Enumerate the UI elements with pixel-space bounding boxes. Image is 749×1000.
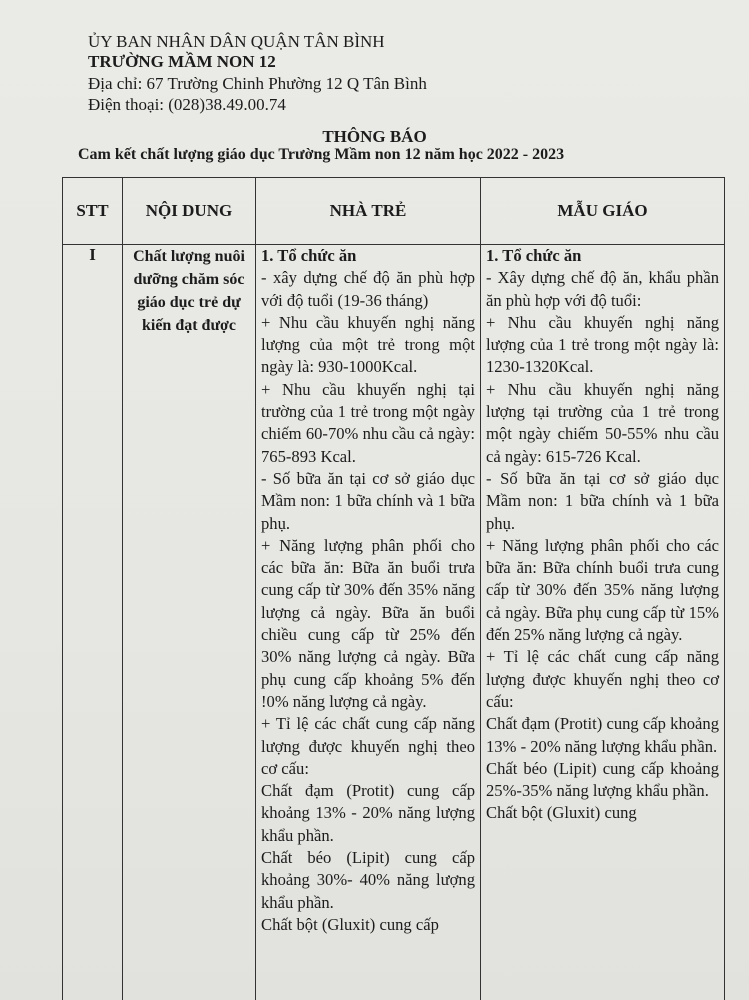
nha-tre-item: Chất bột (Gluxit) cung cấp [261,914,439,934]
nha-tre-item: + Năng lượng phân phối cho các bữa ăn: Bữa ăn buổi trưa cung cấp từ 30% đến 35% năng lượng cả ngày. Bữa ăn buổi chiều cung cấp từ 25% đến 30% năng lượng cả ngày. Bữa phụ cung cấp khoảng 5% đến !0% năng lượng cả ngày. [261,535,475,711]
mau-giao-item: + Năng lượng phân phối cho các bữa ăn: Bữa chính buổi trưa cung cấp từ 30% đến 35% năng lượng cả ngày. Bữa phụ cung cấp từ 15% đến 25% năng lượng cả ngày. [486,535,719,645]
column-header-stt: STT [63,178,123,245]
nha-tre-item: Chất béo (Lipit) cung cấp khoảng 30%- 40% năng lượng khẩu phần. [261,848,475,912]
mau-giao-item: - Số bữa ăn tại cơ sở giáo dục Mầm non: 1 bữa chính và 1 bữa phụ. [486,468,719,533]
mau-giao-item: Chất bột (Gluxit) cung [486,803,637,823]
row-stt: I [63,245,123,1000]
mau-giao-item: + Nhu cầu khuyến nghị năng lượng của 1 trẻ trong một ngày là: 1230-1320Kcal. [486,312,719,377]
header-phone: Điện thoại: (028)38.49.00.74 [88,95,286,114]
header-address: Địa chỉ: 67 Trường Chinh Phường 12 Q Tân Bình [88,74,427,93]
column-header-mau-giao: MẪU GIÁO [481,178,725,245]
nha-tre-content [256,245,480,936]
document-subtitle: Cam kết chất lượng giáo dục Trường Mầm non 12 năm học 2022 - 2023 [78,146,565,163]
nha-tre-item: + Nhu cầu khuyến nghị tại trường của 1 trẻ trong một ngày chiếm 60-70% nhu cầu cả ngày: 765-893 Kcal. [261,379,475,466]
header-authority: ỦY BAN NHÂN DÂN QUẬN TÂN BÌNH [88,32,385,51]
nha-tre-item: + Tỉ lệ các chất cung cấp năng lượng được khuyến nghị theo cơ cấu: [261,714,475,778]
mau-giao-cell [481,245,725,1000]
nha-tre-item: - xây dựng chế độ ăn phù hợp với độ tuổi (19-36 tháng) [261,268,475,310]
header-school-name: TRƯỜNG MẦM NON 12 [88,52,276,71]
row-noi-dung: Chất lượng nuôi dưỡng chăm sóc giáo dục trẻ dự kiến đạt được [123,245,256,1000]
mau-giao-content [481,245,724,825]
table-row [63,245,725,1000]
mau-giao-item: - Xây dựng chế độ ăn, khẩu phần ăn phù hợp với độ tuổi: [486,268,719,310]
mau-giao-item: + Nhu cầu khuyến nghị năng lượng tại trường của 1 trẻ trong một ngày chiếm 50-55% nhu cầu cả ngày: 615-726 Kcal. [486,379,719,466]
nha-tre-heading: 1. Tổ chức ăn [261,246,357,265]
nha-tre-item: Chất đạm (Protit) cung cấp khoảng 13% - 20% năng lượng khẩu phần. [261,781,475,845]
column-header-nha-tre: NHÀ TRẺ [256,178,481,245]
column-header-noi-dung: NỘI DUNG [123,178,256,245]
mau-giao-heading: 1. Tổ chức ăn [486,246,582,265]
commitment-table [62,177,725,1000]
nha-tre-item: + Nhu cầu khuyến nghị năng lượng của một trẻ trong một ngày là: 930-1000Kcal. [261,312,475,377]
document-title: THÔNG BÁO [322,127,427,146]
table-header-row [63,178,725,245]
mau-giao-item: Chất béo (Lipit) cung cấp khoảng 25%-35% năng lượng khẩu phần. [486,758,719,801]
mau-giao-item: Chất đạm (Protit) cung cấp khoảng 13% - 20% năng lượng khẩu phần. [486,714,719,756]
mau-giao-item: + Tỉ lệ các chất cung cấp năng lượng được khuyến nghị theo cơ cấu: [486,647,719,711]
nha-tre-cell [256,245,481,1000]
nha-tre-item: - Số bữa ăn tại cơ sở giáo dục Mầm non: 1 bữa chính và 1 bữa phụ. [261,468,475,533]
